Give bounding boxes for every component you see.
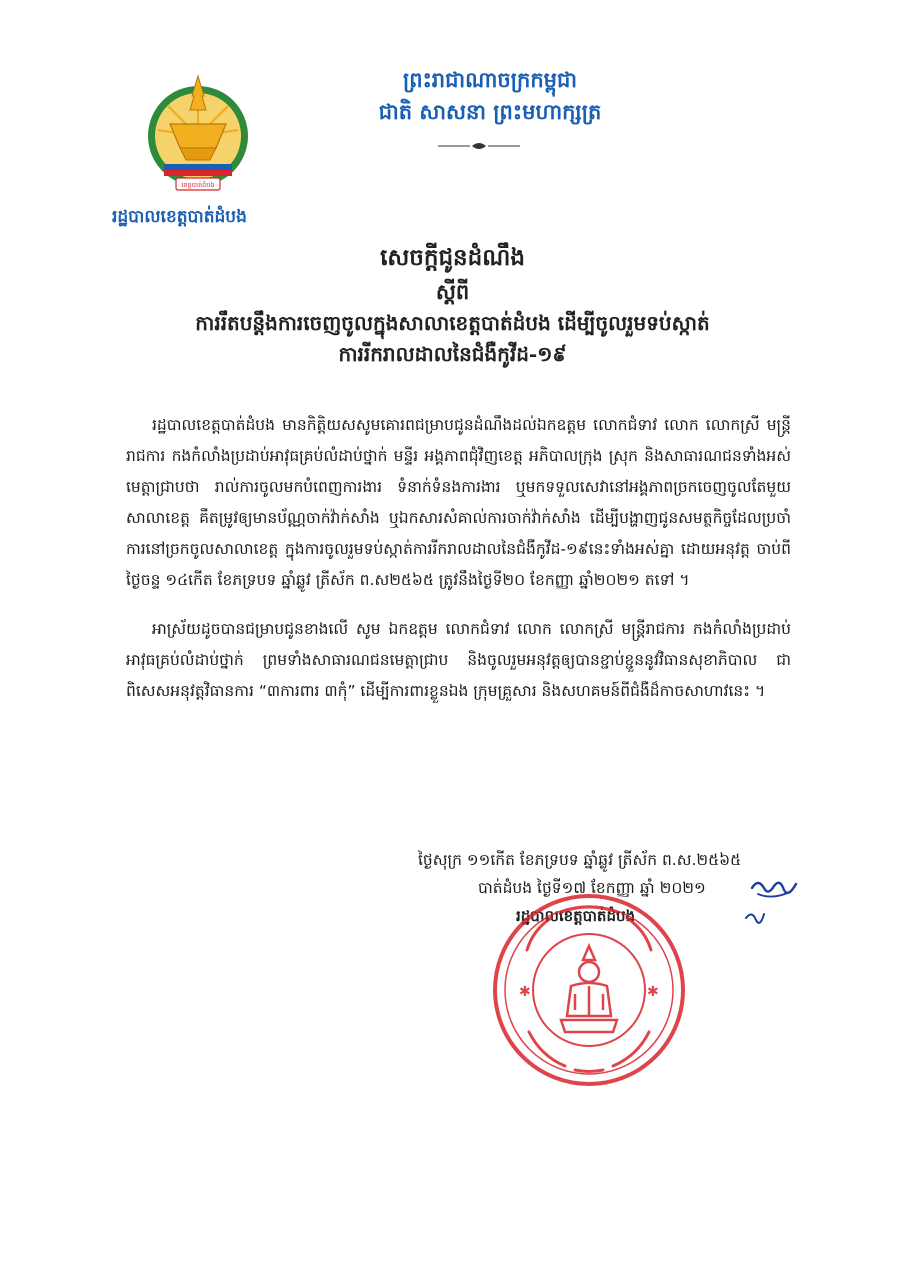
- svg-text:✱: ✱: [647, 984, 659, 1000]
- lunar-date: ថ្ងៃសុក្រ ១១កើត ខែភទ្របទ ឆ្នាំឆ្លូវ ត្រីស័ក ព.ស.២៥៦៥: [418, 851, 742, 869]
- document-body: [126, 410, 791, 707]
- title-subject-label: ស្តីពី: [435, 279, 470, 304]
- svg-text:ខេត្តបាត់ដំបង: ខេត្តបាត់ដំបង: [181, 181, 215, 189]
- kingdom-line-1: ព្រះរាជាណាចក្រកម្ពុជា: [402, 67, 577, 92]
- kingdom-line-2: ជាតិ សាសនា ព្រះមហាក្សត្រ: [378, 99, 602, 124]
- handwritten-signature: [744, 874, 834, 934]
- body-paragraph-2: អាស្រ័យដូចបានជម្រាបជូនខាងលើ សូម ឯកឧត្តម លោកជំទាវ លោក លោកស្រី មន្ត្រីរាជការ កងកំលាំងប្រដាប់អាវុធគ្រប់លំដាប់ថ្នាក់ ព្រមទាំងសាធារណជនមេត្តាជ្រាប និងចូលរួមអនុវត្តឲ្យបានខ្ជាប់ខ្ជួននូវវិធានសុខាភិបាល ជាពិសេសអនុវត្តវិធានការ “៣ការពារ ៣កុំ” ដើម្បីការពារខ្លួនឯង ក្រុមគ្រួសារ និងសហគមន៍ពីជំងឺដ៏កាចសាហាវនេះ ។: [126, 620, 791, 700]
- svg-text:✱: ✱: [519, 984, 531, 1000]
- official-red-seal: [489, 890, 689, 1090]
- kingdom-motto: [340, 64, 640, 128]
- title-subject-line-1: ការរឹតបន្តឹងការចេញចូលក្នុងសាលាខេត្តបាត់ដំបង ដើម្បីចូលរួមទប់ស្កាត់: [195, 311, 710, 335]
- gregorian-date: បាត់ដំបង ថ្ងៃទី១៧ ខែកញ្ញា ឆ្នាំ ២០២១: [478, 879, 706, 897]
- signatory-name: រដ្ឋបាលខេត្តបាត់ដំបង: [516, 907, 636, 925]
- title-main: សេចក្តីជូនដំណឹង: [380, 244, 525, 271]
- body-paragraph-1: រដ្ឋបាលខេត្តបាត់ដំបង មានកិត្តិយសសូមគោរពជម្រាបជូនដំណឹងដល់ឯកឧត្តម លោកជំទាវ លោក លោកស្រី មន្ត្រីរាជការ កងកំលាំងប្រដាប់អាវុធគ្រប់លំដាប់ថ្នាក់ មន្ទីរ អង្គភាពជុំវិញខេត្ត អភិបាលក្រុង ស្រុក និងសាធារណជនទាំងអស់ មេត្តាជ្រាបថា រាល់ការចូលមកបំពេញការងារ ទំនាក់ទំនងការងារ ឬមកទទួលសេវានៅអង្គភាពច្រកចេញចូលតែមួយសាលាខេត្ត គឺតម្រូវឲ្យមានប័ណ្ណចាក់វ៉ាក់សាំង ឬឯកសារសំគាល់ការចាក់វ៉ាក់សាំង ដើម្បីបង្ហាញជូនសមត្ថកិច្ចដែលប្រចាំការនៅច្រកចូលសាលាខេត្ត ក្នុងការចូលរួមទប់ស្កាត់ការរីករាលដាលនៃជំងឺកូវីដ-១៩នេះទាំងអស់គ្នា ដោយអនុវត្ត ចាប់ពីថ្ងៃចន្ទ ១៤កើត ខែភទ្របទ ឆ្នាំឆ្លូវ ត្រីស័ក ព.ស២៥៦៥ ត្រូវនឹងថ្ងៃទី២០ ខែកញ្ញា ឆ្នាំ២០២១ តទៅ ។: [126, 416, 791, 589]
- issuing-authority-name: រដ្ឋបាលខេត្តបាត់ដំបង: [112, 207, 247, 227]
- provincial-emblem-logo: [146, 66, 250, 198]
- document-title: [60, 240, 845, 370]
- title-subject-line-2: ការរីករាលដាលនៃជំងឺកូវីដ-១៩: [338, 342, 567, 366]
- divider-ornament-icon: [436, 140, 522, 152]
